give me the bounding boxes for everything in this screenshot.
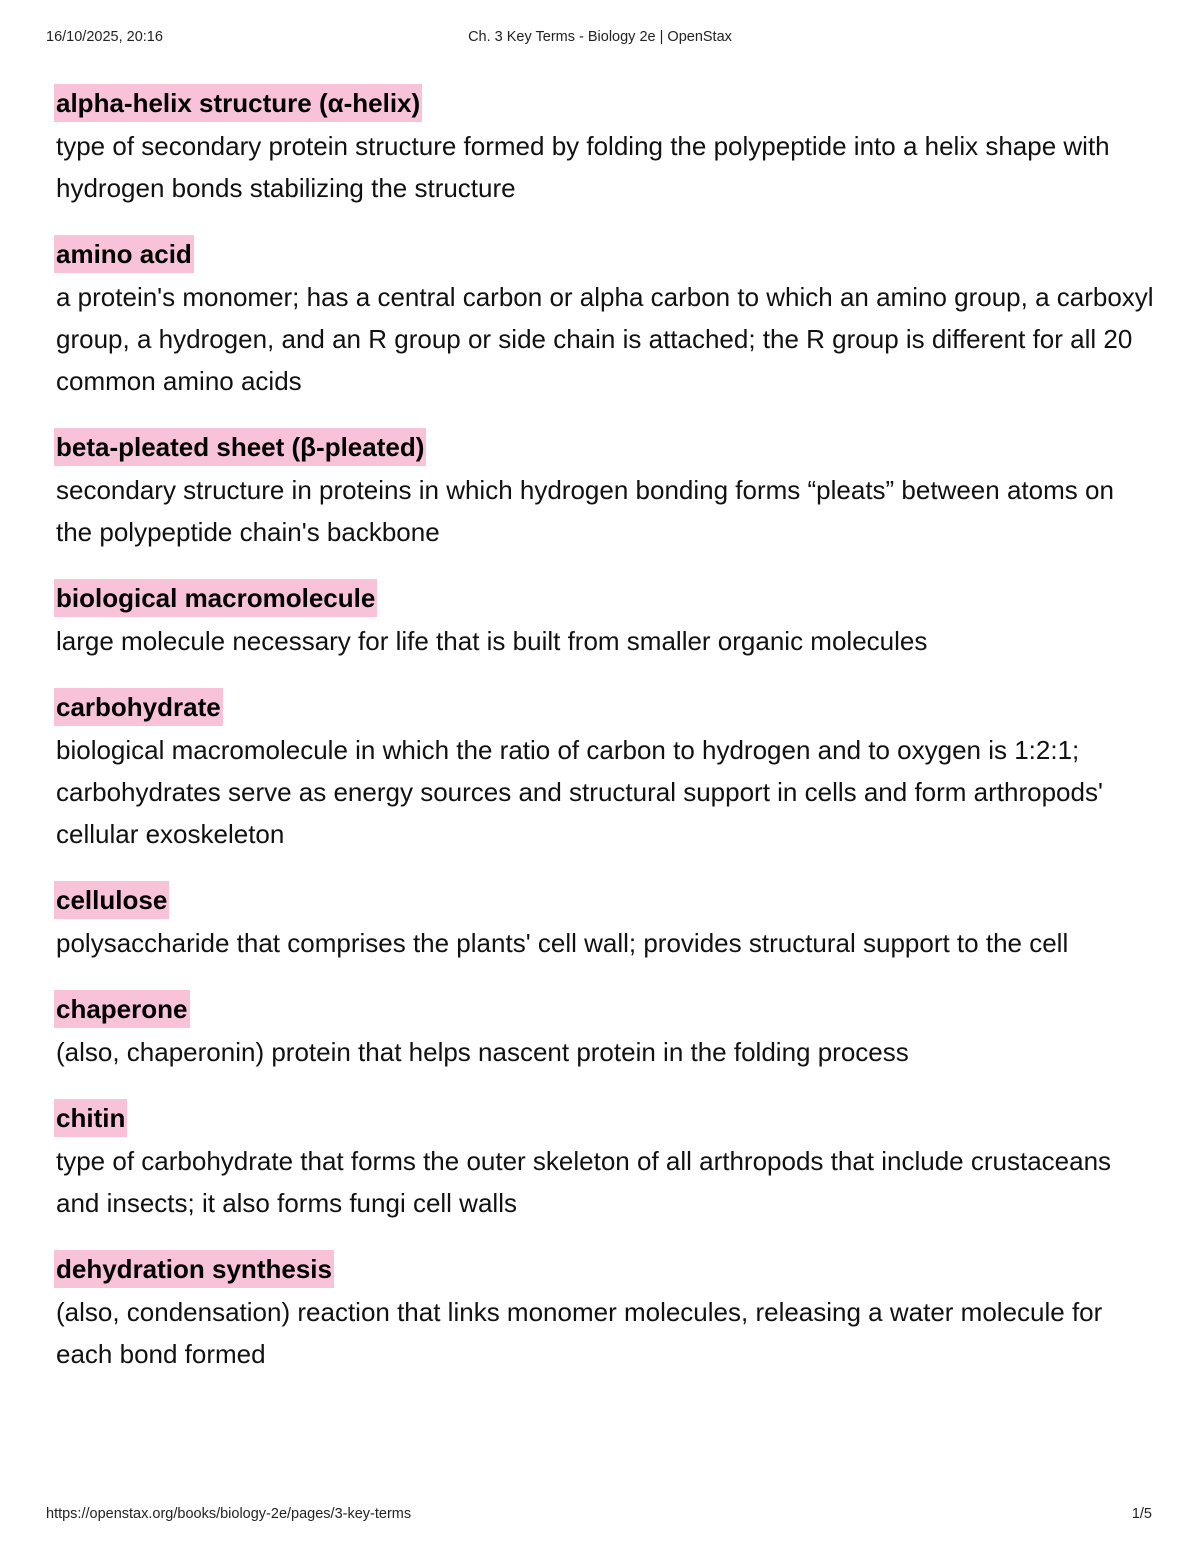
term-entry — [56, 1250, 1156, 1375]
term-heading: amino acid — [54, 235, 194, 273]
term-definition: type of secondary protein structure formed by folding the polypeptide into a helix shape with hydrogen bonds stabilizing the structure — [56, 131, 1110, 203]
term-definition: large molecule necessary for life that is built from smaller organic molecules — [56, 626, 928, 656]
page-url: https://openstax.org/books/biology-2e/pages/3-key-terms — [46, 1506, 412, 1522]
term-entry — [56, 688, 1156, 855]
term-definition: a protein's monomer; has a central carbon or alpha carbon to which an amino group, a carboxyl group, a hydrogen, and an R group or side chain is attached; the R group is different for all 20 common amino acids — [56, 282, 1154, 396]
term-entry — [56, 428, 1156, 553]
term-definition: (also, chaperonin) protein that helps nascent protein in the folding process — [56, 1037, 909, 1067]
term-definition: type of carbohydrate that forms the outer skeleton of all arthropods that include crustaceans and insects; it also forms fungi cell walls — [56, 1146, 1112, 1218]
print-footer — [0, 1506, 1200, 1526]
term-heading: cellulose — [54, 881, 169, 919]
print-date: 16/10/2025, 20:16 — [46, 29, 163, 45]
term-entry — [56, 579, 1156, 662]
print-header — [0, 29, 1200, 49]
term-entry — [56, 881, 1156, 964]
term-entry — [56, 84, 1156, 209]
term-heading: chaperone — [54, 990, 190, 1028]
term-heading: chitin — [54, 1099, 127, 1137]
term-definition: (also, condensation) reaction that links monomer molecules, releasing a water molecule for each bond formed — [56, 1297, 1103, 1369]
term-entry — [56, 990, 1156, 1073]
term-heading: carbohydrate — [54, 688, 223, 726]
term-entry — [56, 1099, 1156, 1224]
key-terms-list — [56, 84, 1156, 1401]
term-definition: polysaccharide that comprises the plants' cell wall; provides structural support to the cell — [56, 928, 1069, 958]
term-heading: alpha-helix structure (α-helix) — [54, 84, 422, 122]
page-number: 1/5 — [1131, 1506, 1152, 1522]
term-definition: secondary structure in proteins in which hydrogen bonding forms “pleats” between atoms on the polypeptide chain's backbone — [56, 475, 1114, 547]
term-heading: biological macromolecule — [54, 579, 377, 617]
term-heading: dehydration synthesis — [54, 1250, 334, 1288]
page-title: Ch. 3 Key Terms - Biology 2e | OpenStax — [468, 29, 732, 45]
term-heading: beta-pleated sheet (β-pleated) — [54, 428, 426, 466]
term-entry — [56, 235, 1156, 402]
term-definition: biological macromolecule in which the ratio of carbon to hydrogen and to oxygen is 1:2:1; carbohydrates serve as energy sources and structural support in cells and form arthropods' cellular exoskeleton — [56, 735, 1103, 849]
